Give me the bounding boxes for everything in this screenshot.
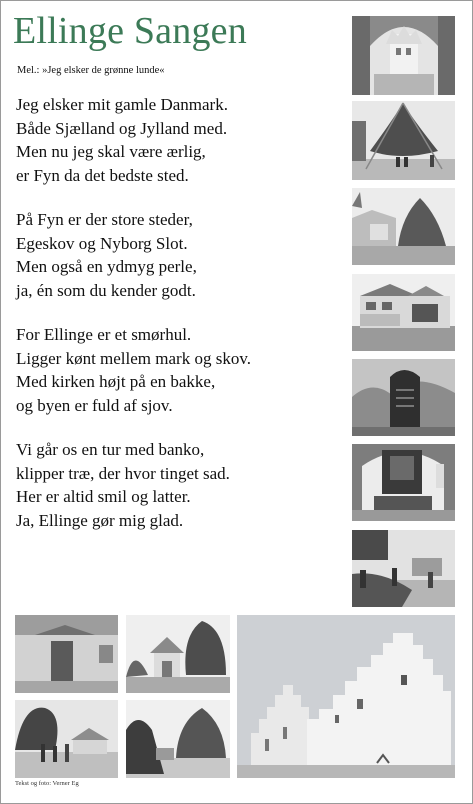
people-gathering-photo xyxy=(15,700,118,778)
song-text xyxy=(16,93,336,553)
verse-line: Egeskov og Nyborg Slot. xyxy=(16,233,188,253)
verse-line: Ja, Ellinge gør mig glad. xyxy=(16,510,184,530)
village-street-photo xyxy=(126,615,230,693)
stanza xyxy=(16,93,336,187)
verse-line: Både Sjælland og Jylland med. xyxy=(16,118,228,138)
verse-line: klipper træ, der hvor tinget sad. xyxy=(16,463,230,483)
page-title: Ellinge Sangen xyxy=(13,10,247,52)
verse-line: På Fyn er der store steder, xyxy=(16,210,193,229)
verse-line: Ligger kønt mellem mark og skov. xyxy=(16,348,251,368)
tree-cutting-photo xyxy=(352,530,455,607)
memorial-stone-photo xyxy=(352,359,455,436)
verse-line: og byen er fuld af sjov. xyxy=(16,395,173,415)
winter-tree-photo xyxy=(126,700,230,778)
verse-line: Men også en ydmyg perle, xyxy=(16,257,197,276)
stanza xyxy=(16,438,336,532)
photo-credit: Tekst og foto: Verner Eg xyxy=(15,780,79,787)
stanza xyxy=(16,208,336,302)
verse-line: er Fyn da det bedste sted. xyxy=(16,165,189,185)
verse-line: ja, én som du kender godt. xyxy=(16,280,196,300)
verse-line: Her er altid smil og latter. xyxy=(16,487,191,506)
tree-house-photo xyxy=(352,188,455,265)
verse-line: Vi går os en tur med banko, xyxy=(16,440,205,459)
verse-line: Med kirken højt på en bakke, xyxy=(16,372,216,391)
verse-line: Jeg elsker mit gamle Danmark. xyxy=(16,95,228,114)
verse-line: For Ellinge er et smørhul. xyxy=(16,325,192,344)
church-gable-photo xyxy=(237,615,455,778)
church-gate-photo xyxy=(352,16,455,95)
maypole-tree-photo xyxy=(352,101,455,180)
verse-line: Men nu jeg skal være ærlig, xyxy=(16,142,206,161)
church-altar-photo xyxy=(352,444,455,521)
stanza xyxy=(16,323,336,417)
melody-note: Mel.: »Jeg elsker de grønne lunde« xyxy=(17,65,165,76)
shop-building-photo xyxy=(352,274,455,351)
old-house-photo xyxy=(15,615,118,693)
